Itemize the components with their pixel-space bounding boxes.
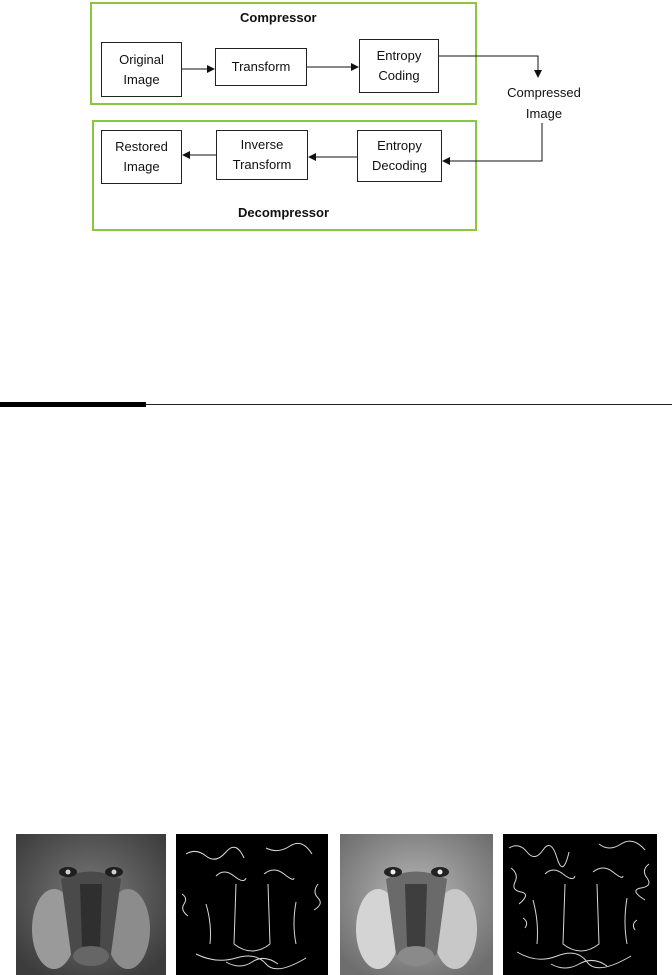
entropy-decoding-block: Entropy Decoding bbox=[357, 130, 442, 182]
arrow-compressed-to-entropy-decoding bbox=[443, 123, 542, 161]
compressor-title: Compressor bbox=[240, 10, 317, 25]
compressed-image-label: Compressed Image bbox=[507, 85, 581, 121]
decompressor-title: Decompressor bbox=[238, 205, 330, 220]
diagram-arrows bbox=[0, 0, 672, 240]
entropy-coding-block: Entropy Coding bbox=[359, 39, 439, 93]
baboon-enhanced-image bbox=[340, 834, 493, 975]
section-divider-accent bbox=[0, 402, 146, 407]
baboon-grayscale-image bbox=[16, 834, 166, 975]
arrow-entropy-coding-to-compressed bbox=[439, 56, 538, 77]
transform-block: Transform bbox=[215, 48, 307, 86]
inverse-transform-block: Inverse Transform bbox=[216, 130, 308, 180]
original-image-block: Original Image bbox=[101, 42, 182, 97]
restored-image-block: Restored Image bbox=[101, 130, 182, 184]
edge-map-image-2 bbox=[503, 834, 657, 975]
edge-map-image-1 bbox=[176, 834, 328, 975]
